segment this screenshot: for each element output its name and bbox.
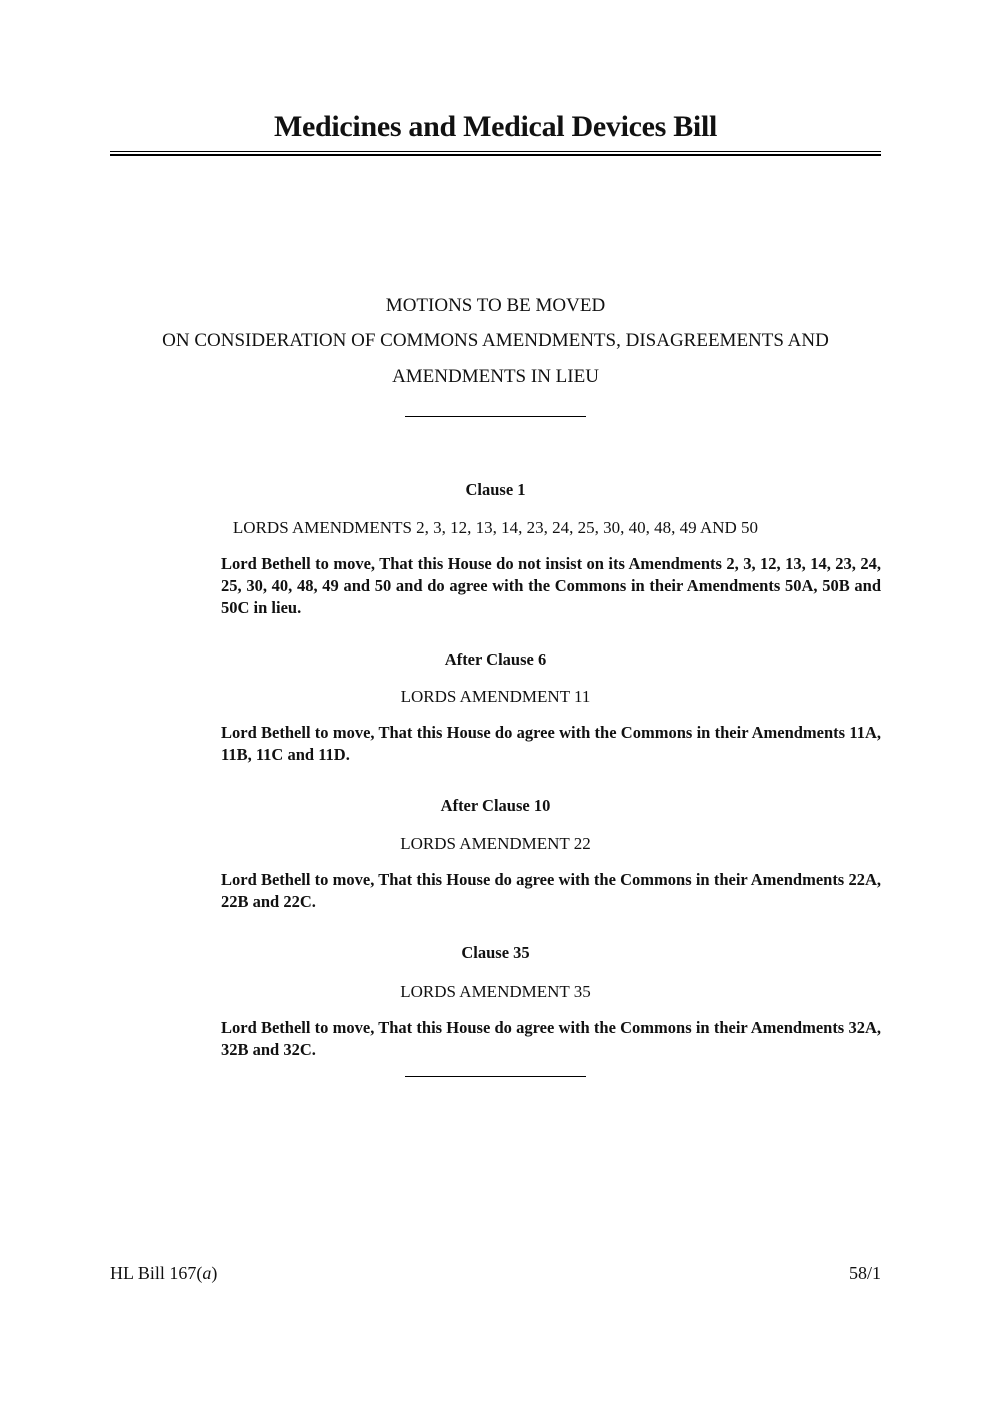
amendment-heading: LORDS AMENDMENT 35: [400, 982, 591, 1001]
clause-heading: After Clause 6: [444, 650, 547, 669]
bill-title: Medicines and Medical Devices Bill: [273, 110, 718, 143]
heading-line-2: ON CONSIDERATION OF COMMONS AMENDMENTS, DISAGREEMENTS AND: [162, 330, 829, 351]
bill-number-suffix: ): [211, 1263, 218, 1283]
bill-number-prefix: HL Bill 167(: [110, 1263, 203, 1283]
heading-line-3: AMENDMENTS IN LIEU: [392, 366, 599, 387]
clause-heading: Clause 35: [461, 943, 530, 962]
title-rule-thick: [110, 154, 881, 156]
page-reference: 58/1: [848, 1263, 881, 1283]
heading-line-1: MOTIONS TO BE MOVED: [385, 295, 606, 316]
amendment-heading: LORDS AMENDMENT 11: [400, 687, 591, 706]
motion-text: Lord Bethell to move, That this House do not insist on its Amendments 2, 3, 12, 13, 14, 23, 24, 25, 30, 40, 48, 49 and 50 and do agree with the Commons in their Amendments 50A, 50B and 50C in lieu.: [221, 554, 881, 617]
clause-heading: After Clause 10: [440, 796, 551, 815]
amendment-heading: LORDS AMENDMENT 22: [400, 834, 591, 853]
bill-number-italic: a: [202, 1263, 212, 1283]
section-divider-bottom: [405, 1076, 586, 1077]
title-rule-thin: [110, 151, 881, 152]
clause-heading: Clause 1: [465, 480, 526, 499]
motion-text: Lord Bethell to move, That this House do agree with the Commons in their Amendments 32A, 32B and 32C.: [221, 1018, 881, 1059]
section-divider-top: [405, 416, 586, 417]
bill-number: [110, 1263, 217, 1284]
amendment-heading: LORDS AMENDMENTS 2, 3, 12, 13, 14, 23, 24, 25, 30, 40, 48, 49 AND 50: [232, 518, 759, 537]
motion-text: Lord Bethell to move, That this House do agree with the Commons in their Amendments 11A, 11B, 11C and 11D.: [221, 723, 881, 764]
motion-text: Lord Bethell to move, That this House do agree with the Commons in their Amendments 22A, 22B and 22C.: [221, 870, 881, 911]
